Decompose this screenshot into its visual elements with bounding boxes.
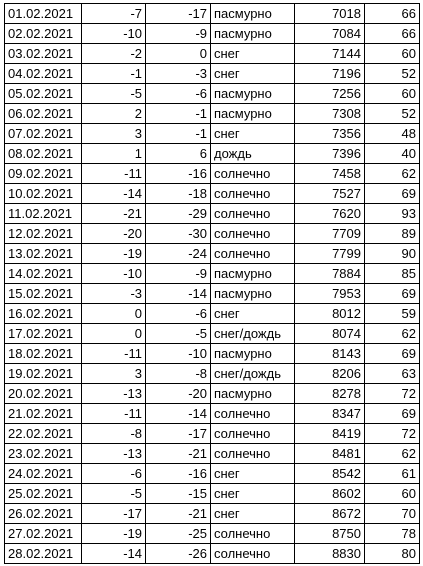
cell-value-2[interactable]: -21 (146, 444, 211, 464)
cell-value-4[interactable]: 60 (365, 484, 420, 504)
cell-weather[interactable]: пасмурно (211, 384, 295, 404)
cell-weather[interactable]: снег (211, 124, 295, 144)
cell-date[interactable]: 09.02.2021 (5, 164, 82, 184)
cell-value-4[interactable]: 52 (365, 64, 420, 84)
table-row (5, 344, 420, 364)
cell-value-4[interactable]: 89 (365, 224, 420, 244)
cell-value-3[interactable]: 8750 (295, 524, 365, 544)
cell-value-1[interactable]: -11 (82, 164, 146, 184)
cell-value-2[interactable]: -17 (146, 4, 211, 24)
cell-value-2[interactable]: -3 (146, 64, 211, 84)
cell-value-1[interactable]: -8 (82, 424, 146, 444)
cell-value-2[interactable]: -24 (146, 244, 211, 264)
cell-date[interactable]: 12.02.2021 (5, 224, 82, 244)
table-row (5, 324, 420, 344)
cell-value-3[interactable]: 8830 (295, 544, 365, 564)
cell-value-1[interactable]: -17 (82, 504, 146, 524)
cell-value-3[interactable]: 8347 (295, 404, 365, 424)
cell-value-3[interactable]: 8012 (295, 304, 365, 324)
cell-date[interactable]: 02.02.2021 (5, 24, 82, 44)
cell-value-4[interactable]: 90 (365, 244, 420, 264)
cell-value-3[interactable]: 7527 (295, 184, 365, 204)
cell-value-1[interactable]: -13 (82, 444, 146, 464)
cell-value-1[interactable]: -11 (82, 344, 146, 364)
cell-value-2[interactable]: -18 (146, 184, 211, 204)
cell-value-3[interactable]: 7196 (295, 64, 365, 84)
cell-weather[interactable]: солнечно (211, 544, 295, 564)
cell-value-4[interactable]: 62 (365, 164, 420, 184)
cell-value-4[interactable]: 72 (365, 384, 420, 404)
cell-date[interactable]: 15.02.2021 (5, 284, 82, 304)
cell-value-1[interactable]: 1 (82, 144, 146, 164)
table-row (5, 264, 420, 284)
cell-date[interactable]: 19.02.2021 (5, 364, 82, 384)
cell-weather[interactable]: солнечно (211, 184, 295, 204)
cell-value-1[interactable]: -6 (82, 464, 146, 484)
cell-date[interactable]: 07.02.2021 (5, 124, 82, 144)
cell-date[interactable]: 18.02.2021 (5, 344, 82, 364)
cell-value-4[interactable]: 66 (365, 24, 420, 44)
cell-value-2[interactable]: -20 (146, 384, 211, 404)
cell-date[interactable]: 01.02.2021 (5, 4, 82, 24)
cell-value-3[interactable]: 7709 (295, 224, 365, 244)
cell-value-3[interactable]: 7356 (295, 124, 365, 144)
cell-weather[interactable]: снег (211, 304, 295, 324)
cell-value-1[interactable]: 3 (82, 124, 146, 144)
cell-value-2[interactable]: 0 (146, 44, 211, 64)
cell-value-1[interactable]: -20 (82, 224, 146, 244)
cell-date[interactable]: 13.02.2021 (5, 244, 82, 264)
cell-date[interactable]: 06.02.2021 (5, 104, 82, 124)
cell-value-4[interactable]: 69 (365, 284, 420, 304)
cell-date[interactable]: 28.02.2021 (5, 544, 82, 564)
table-row (5, 44, 420, 64)
cell-weather[interactable]: пасмурно (211, 104, 295, 124)
cell-weather[interactable]: снег (211, 44, 295, 64)
cell-value-3[interactable]: 8206 (295, 364, 365, 384)
cell-value-3[interactable]: 7620 (295, 204, 365, 224)
table-row (5, 104, 420, 124)
cell-value-1[interactable]: -10 (82, 264, 146, 284)
cell-value-2[interactable]: -8 (146, 364, 211, 384)
table-row (5, 84, 420, 104)
table-row (5, 504, 420, 524)
cell-value-3[interactable]: 8481 (295, 444, 365, 464)
cell-weather[interactable]: снег/дождь (211, 324, 295, 344)
cell-date[interactable]: 08.02.2021 (5, 144, 82, 164)
table-row (5, 24, 420, 44)
cell-date[interactable]: 14.02.2021 (5, 264, 82, 284)
cell-value-4[interactable]: 80 (365, 544, 420, 564)
cell-date[interactable]: 17.02.2021 (5, 324, 82, 344)
cell-weather[interactable]: солнечно (211, 224, 295, 244)
cell-weather[interactable]: пасмурно (211, 264, 295, 284)
cell-value-2[interactable]: -10 (146, 344, 211, 364)
cell-value-2[interactable]: -29 (146, 204, 211, 224)
cell-value-3[interactable]: 7084 (295, 24, 365, 44)
cell-date[interactable]: 27.02.2021 (5, 524, 82, 544)
cell-value-4[interactable]: 66 (365, 4, 420, 24)
cell-value-3[interactable]: 8602 (295, 484, 365, 504)
cell-value-1[interactable]: -11 (82, 404, 146, 424)
cell-value-1[interactable]: 3 (82, 364, 146, 384)
cell-weather[interactable]: пасмурно (211, 344, 295, 364)
cell-value-4[interactable]: 72 (365, 424, 420, 444)
cell-value-2[interactable]: -16 (146, 464, 211, 484)
cell-value-1[interactable]: -5 (82, 484, 146, 504)
cell-value-2[interactable]: -30 (146, 224, 211, 244)
cell-value-1[interactable]: -7 (82, 4, 146, 24)
cell-value-4[interactable]: 48 (365, 124, 420, 144)
table-row (5, 184, 420, 204)
cell-value-4[interactable]: 70 (365, 504, 420, 524)
table-row (5, 164, 420, 184)
cell-weather[interactable]: пасмурно (211, 284, 295, 304)
cell-date[interactable]: 03.02.2021 (5, 44, 82, 64)
cell-weather[interactable]: пасмурно (211, 84, 295, 104)
cell-date[interactable]: 26.02.2021 (5, 504, 82, 524)
table-row (5, 64, 420, 84)
cell-value-3[interactable]: 7884 (295, 264, 365, 284)
cell-value-4[interactable]: 62 (365, 444, 420, 464)
cell-value-2[interactable]: -21 (146, 504, 211, 524)
cell-value-4[interactable]: 85 (365, 264, 420, 284)
cell-value-3[interactable]: 7458 (295, 164, 365, 184)
cell-weather[interactable]: снег (211, 464, 295, 484)
cell-weather[interactable]: солнечно (211, 204, 295, 224)
cell-weather[interactable]: пасмурно (211, 4, 295, 24)
cell-value-1[interactable]: 0 (82, 304, 146, 324)
cell-value-3[interactable]: 8143 (295, 344, 365, 364)
cell-value-3[interactable]: 8278 (295, 384, 365, 404)
table-row (5, 124, 420, 144)
cell-value-2[interactable]: -9 (146, 24, 211, 44)
cell-weather[interactable]: солнечно (211, 444, 295, 464)
cell-value-1[interactable]: -13 (82, 384, 146, 404)
table-row (5, 444, 420, 464)
cell-value-3[interactable]: 7396 (295, 144, 365, 164)
cell-value-1[interactable]: -2 (82, 44, 146, 64)
cell-value-1[interactable]: -3 (82, 284, 146, 304)
cell-value-1[interactable]: -14 (82, 544, 146, 564)
table-row (5, 424, 420, 444)
table-row (5, 144, 420, 164)
table-row (5, 304, 420, 324)
cell-date[interactable]: 05.02.2021 (5, 84, 82, 104)
cell-value-1[interactable]: -21 (82, 204, 146, 224)
cell-value-3[interactable]: 8419 (295, 424, 365, 444)
cell-weather[interactable]: солнечно (211, 424, 295, 444)
cell-date[interactable]: 11.02.2021 (5, 204, 82, 224)
cell-value-1[interactable]: -19 (82, 244, 146, 264)
cell-value-4[interactable]: 60 (365, 84, 420, 104)
cell-weather[interactable]: снег (211, 484, 295, 504)
cell-value-3[interactable]: 7144 (295, 44, 365, 64)
cell-value-1[interactable]: -10 (82, 24, 146, 44)
cell-weather[interactable]: солнечно (211, 524, 295, 544)
cell-date[interactable]: 24.02.2021 (5, 464, 82, 484)
cell-value-4[interactable]: 40 (365, 144, 420, 164)
cell-value-4[interactable]: 61 (365, 464, 420, 484)
cell-weather[interactable]: солнечно (211, 404, 295, 424)
cell-weather[interactable]: пасмурно (211, 24, 295, 44)
cell-value-2[interactable]: -16 (146, 164, 211, 184)
cell-value-2[interactable]: -14 (146, 284, 211, 304)
cell-date[interactable]: 22.02.2021 (5, 424, 82, 444)
cell-value-4[interactable]: 52 (365, 104, 420, 124)
cell-value-1[interactable]: 0 (82, 324, 146, 344)
cell-date[interactable]: 23.02.2021 (5, 444, 82, 464)
table-row (5, 484, 420, 504)
cell-value-3[interactable]: 7256 (295, 84, 365, 104)
cell-value-4[interactable]: 63 (365, 364, 420, 384)
cell-value-4[interactable]: 69 (365, 404, 420, 424)
cell-value-3[interactable]: 7799 (295, 244, 365, 264)
cell-value-3[interactable]: 7308 (295, 104, 365, 124)
cell-value-2[interactable]: -17 (146, 424, 211, 444)
table-row (5, 384, 420, 404)
cell-date[interactable]: 20.02.2021 (5, 384, 82, 404)
table-row (5, 404, 420, 424)
table-row (5, 244, 420, 264)
cell-value-2[interactable]: -26 (146, 544, 211, 564)
cell-date[interactable]: 10.02.2021 (5, 184, 82, 204)
table-row (5, 224, 420, 244)
cell-value-1[interactable]: -5 (82, 84, 146, 104)
cell-value-2[interactable]: -14 (146, 404, 211, 424)
cell-date[interactable]: 04.02.2021 (5, 64, 82, 84)
cell-value-1[interactable]: 2 (82, 104, 146, 124)
cell-value-2[interactable]: -25 (146, 524, 211, 544)
table-row (5, 544, 420, 564)
cell-weather[interactable]: дождь (211, 144, 295, 164)
cell-value-4[interactable]: 62 (365, 324, 420, 344)
table-row (5, 4, 420, 24)
cell-value-4[interactable]: 59 (365, 304, 420, 324)
cell-value-3[interactable]: 7018 (295, 4, 365, 24)
cell-date[interactable]: 21.02.2021 (5, 404, 82, 424)
cell-value-3[interactable]: 8542 (295, 464, 365, 484)
cell-value-2[interactable]: -1 (146, 104, 211, 124)
cell-weather[interactable]: снег (211, 504, 295, 524)
cell-weather[interactable]: снег (211, 64, 295, 84)
cell-value-3[interactable]: 7953 (295, 284, 365, 304)
cell-value-4[interactable]: 93 (365, 204, 420, 224)
cell-value-1[interactable]: -1 (82, 64, 146, 84)
cell-weather[interactable]: солнечно (211, 164, 295, 184)
cell-value-4[interactable]: 69 (365, 184, 420, 204)
cell-value-4[interactable]: 69 (365, 344, 420, 364)
cell-value-2[interactable]: -6 (146, 304, 211, 324)
spreadsheet-body (5, 4, 420, 564)
cell-value-2[interactable]: -15 (146, 484, 211, 504)
table-row (5, 204, 420, 224)
cell-value-3[interactable]: 8074 (295, 324, 365, 344)
cell-value-1[interactable]: -19 (82, 524, 146, 544)
cell-value-2[interactable]: -6 (146, 84, 211, 104)
cell-value-2[interactable]: -1 (146, 124, 211, 144)
cell-date[interactable]: 25.02.2021 (5, 484, 82, 504)
cell-value-2[interactable]: -5 (146, 324, 211, 344)
cell-value-2[interactable]: -9 (146, 264, 211, 284)
cell-date[interactable]: 16.02.2021 (5, 304, 82, 324)
cell-value-1[interactable]: -14 (82, 184, 146, 204)
cell-value-2[interactable]: 6 (146, 144, 211, 164)
cell-weather[interactable]: солнечно (211, 244, 295, 264)
cell-weather[interactable]: снег/дождь (211, 364, 295, 384)
cell-value-3[interactable]: 8672 (295, 504, 365, 524)
table-row (5, 364, 420, 384)
table-row (5, 284, 420, 304)
table-row (5, 464, 420, 484)
table-row (5, 524, 420, 544)
cell-value-4[interactable]: 78 (365, 524, 420, 544)
spreadsheet-table (4, 3, 420, 564)
cell-value-4[interactable]: 60 (365, 44, 420, 64)
